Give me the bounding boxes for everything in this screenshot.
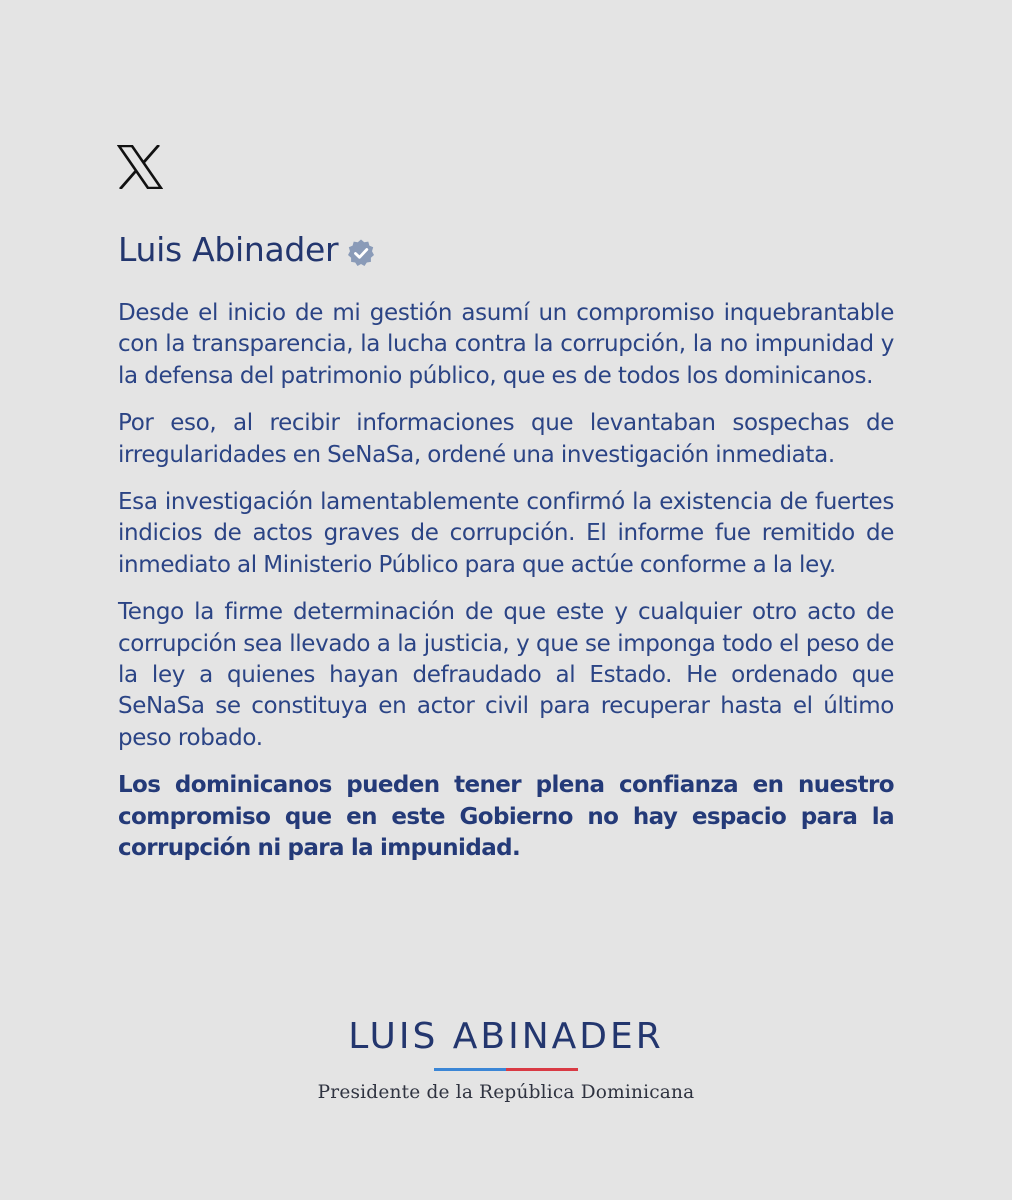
x-logo-icon xyxy=(117,145,163,189)
signature-title: Presidente de la República Dominicana xyxy=(317,1082,695,1103)
post-body xyxy=(118,298,894,881)
closing-paragraph: Los dominicanos pueden tener plena confianza en nuestro compromiso que en este Gobierno no hay espacio para la corrupción ni para la impunidad. xyxy=(118,772,894,862)
paragraph-2: Por eso, al recibir informaciones que levantaban sospechas de irregularidades en SeNaSa, ordené una investigación inmediata. xyxy=(118,410,894,468)
author-name: Luis Abinader xyxy=(118,230,339,269)
flag-bar-blue xyxy=(434,1068,506,1071)
verified-badge-icon xyxy=(346,238,376,268)
flag-bar-red xyxy=(506,1068,578,1071)
paragraph-3: Esa investigación lamentablemente confirmó la existencia de fuertes indicios de actos graves de corrupción. El informe fue remitido de inmediato al Ministerio Público para que actúe conforme a la ley. xyxy=(118,489,894,578)
signature-name: LUIS ABINADER xyxy=(348,1016,664,1057)
paragraph-1: Desde el inicio de mi gestión asumí un compromiso inquebrantable con la transparencia, la lucha contra la corrupción, la no impunidad y la defensa del patrimonio público, que es de todos los dominicanos. xyxy=(118,300,894,389)
paragraph-4: Tengo la firme determinación de que este y cualquier otro acto de corrupción sea llevado a la justicia, y que se imponga todo el peso de la ley a quienes hayan defraudado al Estado. He ordenado que SeNaSa se constituya en actor civil para recuperar hasta el último peso robado. xyxy=(118,599,894,751)
flag-color-bar xyxy=(434,1068,578,1071)
post-author xyxy=(118,226,376,274)
